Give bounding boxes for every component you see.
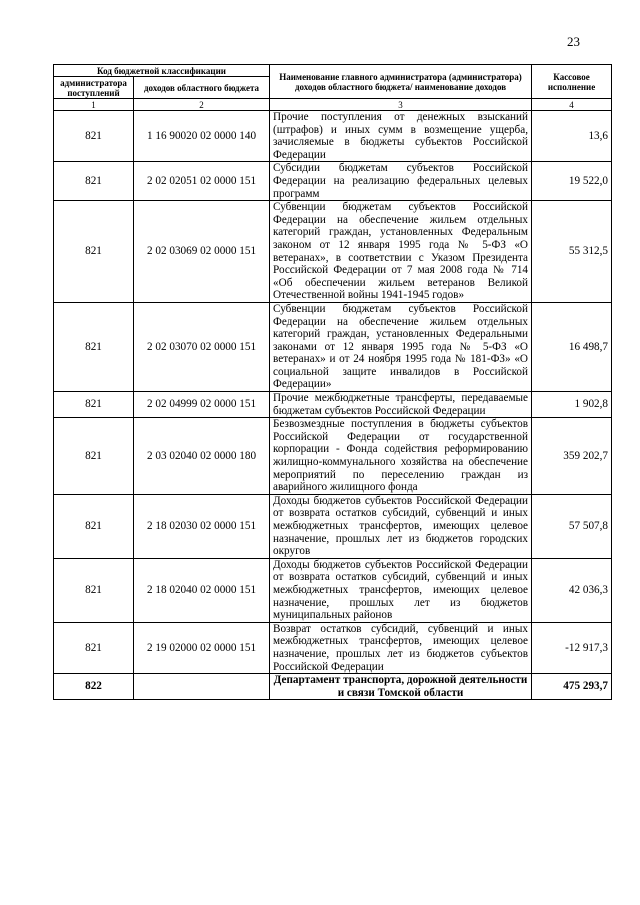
admin-code-cell: 821: [54, 111, 134, 162]
column-number: 1: [54, 99, 134, 111]
admin-code-cell: 821: [54, 302, 134, 391]
amount-cell: 42 036,3: [532, 558, 612, 622]
admin-code-cell: 821: [54, 392, 134, 418]
column-number: 2: [134, 99, 270, 111]
cash-execution-header: Кассовое исполнение: [532, 65, 612, 99]
amount-cell: -12 917,3: [532, 622, 612, 673]
budget-classification-code-header: Код бюджетной классификации: [54, 65, 270, 77]
table-row: [54, 162, 612, 201]
income-code-cell: [134, 674, 270, 700]
income-code-cell: 2 03 02040 02 0000 180: [134, 418, 270, 495]
table-row: [54, 111, 612, 162]
admin-code-cell: 821: [54, 162, 134, 201]
column-number: 3: [270, 99, 532, 111]
income-code-cell: 2 19 02000 02 0000 151: [134, 622, 270, 673]
income-name-cell: Субвенции бюджетам субъектов Российской Федерации на обеспечение жильем отдельных категорий граждан, установленных Федеральным законом от 12 января 1995 года № 5-ФЗ «О ветеранах», в соответствии с Указом Президента Российской Федерации от 7 мая 2008 года № 714 «Об обеспечении жильем ветеранов Великой Отечественной войны 1941-1945 годов»: [270, 201, 532, 303]
page-number: 23: [567, 34, 580, 49]
admin-code-cell: 821: [54, 494, 134, 558]
income-name-cell: Доходы бюджетов субъектов Российской Федерации от возврата остатков субсидий, субвенций и иных межбюджетных трансфертов, имеющих целевое назначение, прошлых лет из бюджетов городских округов: [270, 494, 532, 558]
table-row: [54, 392, 612, 418]
income-name-cell: Субсидии бюджетам субъектов Российской Федерации на реализацию федеральных целевых программ: [270, 162, 532, 201]
amount-cell: 359 202,7: [532, 418, 612, 495]
income-code-cell: 1 16 90020 02 0000 140: [134, 111, 270, 162]
amount-cell: 1 902,8: [532, 392, 612, 418]
department-total-row: [54, 674, 612, 700]
income-code-cell: 2 02 04999 02 0000 151: [134, 392, 270, 418]
admin-code-cell: 821: [54, 201, 134, 303]
income-name-cell: Доходы бюджетов субъектов Российской Федерации от возврата остатков субсидий, субвенций и иных межбюджетных трансфертов, имеющих целевое назначение, прошлых лет из бюджетов муниципальных районов: [270, 558, 532, 622]
admin-code-cell: 821: [54, 418, 134, 495]
income-code-cell: 2 18 02030 02 0000 151: [134, 494, 270, 558]
income-code-cell: 2 02 03069 02 0000 151: [134, 201, 270, 303]
amount-cell: 57 507,8: [532, 494, 612, 558]
department-total-amount: 475 293,7: [532, 674, 612, 700]
table-row: [54, 494, 612, 558]
income-name-cell: Субвенции бюджетам субъектов Российской Федерации на обеспечение жильем отдельных категорий граждан, установленных Федеральными законами от 12 января 1995 года № 5-ФЗ «О ветеранах» и от 24 ноября 1995 года № 181-ФЗ» «О социальной защите инвалидов в Российской Федерации»: [270, 302, 532, 391]
income-code-cell: 2 02 02051 02 0000 151: [134, 162, 270, 201]
admin-code-cell: 821: [54, 558, 134, 622]
table-row: [54, 302, 612, 391]
table-row: [54, 558, 612, 622]
administrator-name-header: Наименование главного администратора (администратора) доходов областного бюджета/ наименование доходов: [270, 65, 532, 99]
table-row: [54, 418, 612, 495]
table-row: [54, 622, 612, 673]
admin-code-cell: 822: [54, 674, 134, 700]
column-number: 4: [532, 99, 612, 111]
income-code-cell: 2 18 02040 02 0000 151: [134, 558, 270, 622]
income-name-cell: Прочие межбюджетные трансферты, передаваемые бюджетам субъектов Российской Федерации: [270, 392, 532, 418]
amount-cell: 16 498,7: [532, 302, 612, 391]
admin-code-cell: 821: [54, 622, 134, 673]
table-row: [54, 201, 612, 303]
income-name-cell: Прочие поступления от денежных взысканий (штрафов) и иных сумм в возмещение ущерба, зачисляемые в бюджеты субъектов Российской Федерации: [270, 111, 532, 162]
amount-cell: 19 522,0: [532, 162, 612, 201]
amount-cell: 55 312,5: [532, 201, 612, 303]
income-name-cell: Безвозмездные поступления в бюджеты субъектов Российской Федерации от государственной корпорации - Фонда содействия реформированию жилищно-коммунального хозяйства на обеспечение мероприятий по переселению граждан из аварийного жилищного фонда: [270, 418, 532, 495]
budget-table: [53, 64, 612, 700]
amount-cell: 13,6: [532, 111, 612, 162]
income-name-cell: Возврат остатков субсидий, субвенций и иных межбюджетных трансфертов, имеющих целевое назначение, прошлых лет из бюджетов субъектов Российской Федерации: [270, 622, 532, 673]
administrator-of-receipts-header: администратора поступлений: [54, 77, 134, 99]
income-code-cell: 2 02 03070 02 0000 151: [134, 302, 270, 391]
department-name-cell: Департамент транспорта, дорожной деятельности и связи Томской области: [270, 674, 532, 700]
regional-budget-income-header: доходов областного бюджета: [134, 77, 270, 99]
